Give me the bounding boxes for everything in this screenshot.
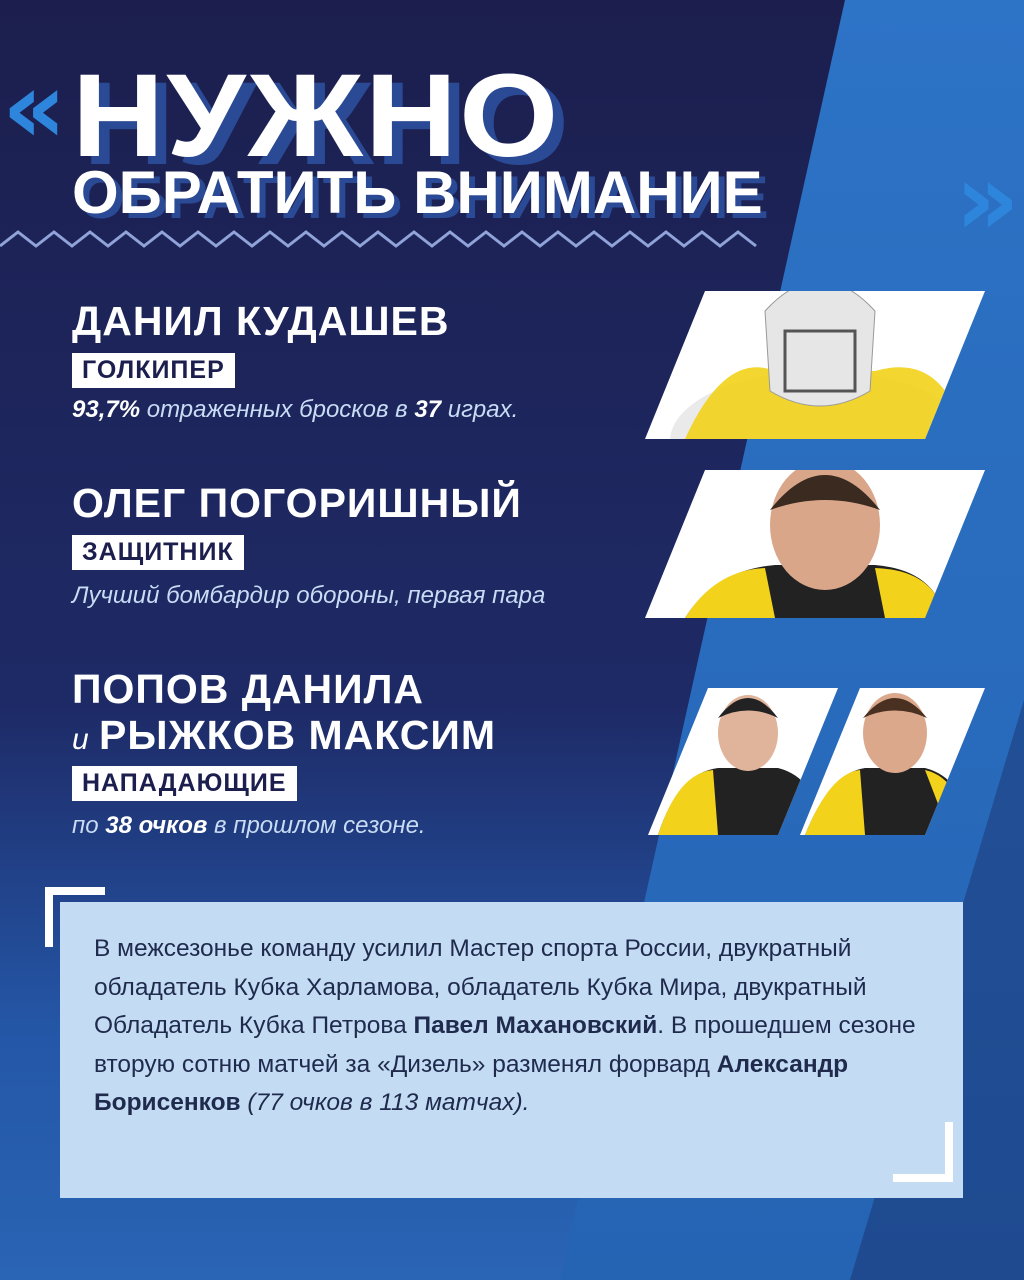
zigzag-divider xyxy=(0,228,760,252)
open-quote-mark: « xyxy=(2,49,67,166)
corner-bracket-top-left xyxy=(45,887,105,947)
player-role-badge: ЗАЩИТНИК xyxy=(72,535,244,570)
close-quote-mark: » xyxy=(955,141,1020,258)
player-name: ДАНИЛ КУДАШЕВ xyxy=(72,298,450,344)
player-description: по 38 очков в прошлом сезоне. xyxy=(72,812,426,839)
player-role-badge: ГОЛКИПЕР xyxy=(72,353,235,388)
player-role-badge: НАПАДАЮЩИЕ xyxy=(72,766,297,801)
player-photo-goalkeeper xyxy=(645,291,985,439)
info-quote-box: В межсезонье команду усилил Мастер спорта России, двукратный обладатель Кубка Харламова, обладатель Кубка Мира, двукратный Обладатель Кубка Петрова Павел Махановский. В прошедшем сезоне вторую сотню матчей за «Дизель» разменял форвард Александр Борисенков (77 очков в 113 матчах). xyxy=(60,902,963,1198)
title-line-1: НУЖНО xyxy=(72,50,561,182)
player-name: и РЫЖКОВ МАКСИМ xyxy=(72,712,496,758)
player-photo-defender xyxy=(645,470,985,618)
title-line-2: ОБРАТИТЬ ВНИМАНИЕ xyxy=(72,159,763,226)
player-description: Лучший бомбардир обороны, первая пара xyxy=(72,582,546,609)
player-name: ПОПОВ ДАНИЛА xyxy=(72,666,424,712)
corner-bracket-bottom-right xyxy=(893,1122,953,1182)
watermark xyxy=(880,1200,881,1201)
player-description: 93,7% отраженных бросков в 37 играх. xyxy=(72,396,519,423)
player-name: ОЛЕГ ПОГОРИШНЫЙ xyxy=(72,480,522,526)
